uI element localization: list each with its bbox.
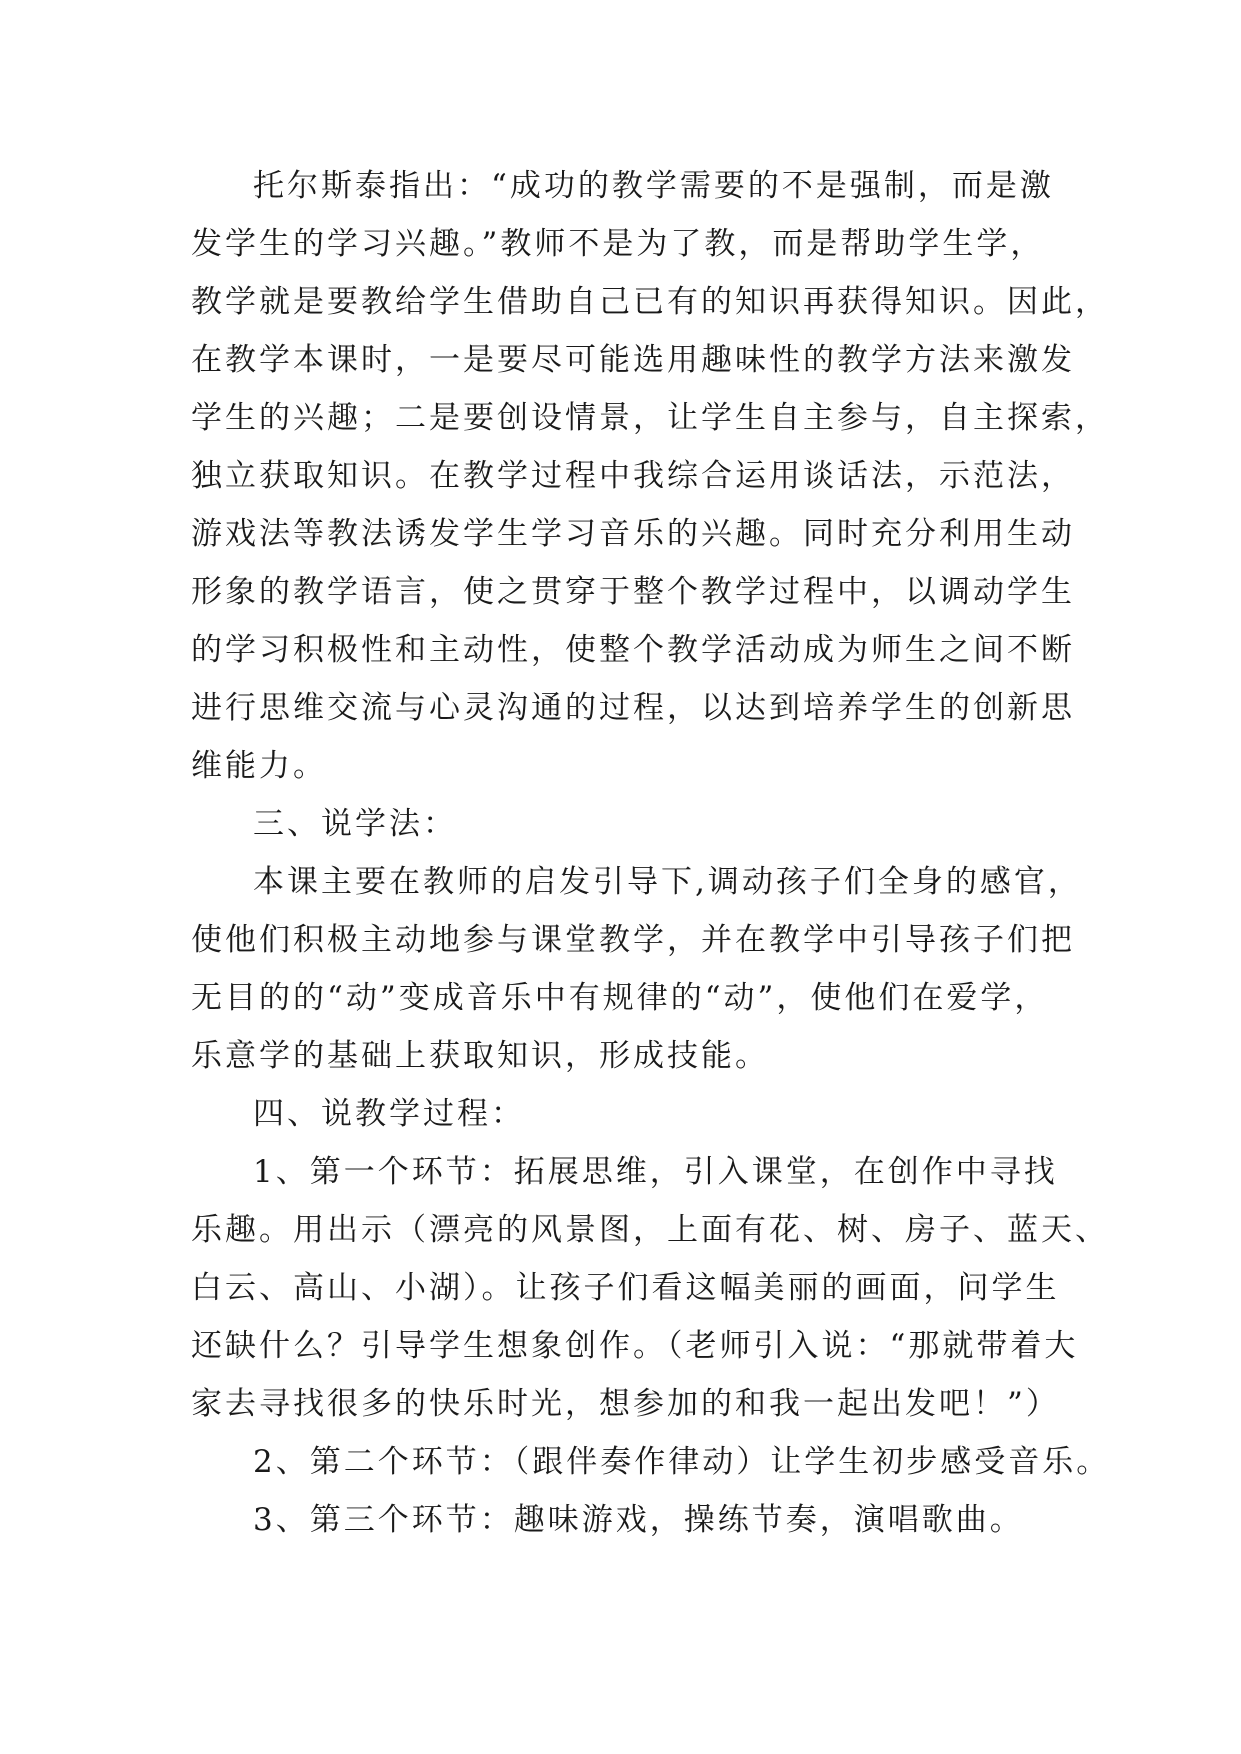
text-line: 使他们积极主动地参与课堂教学，并在教学中引导孩子们把 [191,922,1075,958]
section-heading: 四、说教学过程： [253,1096,525,1132]
text-line: 维能力。 [191,748,327,784]
text-line: 独立获取知识。在教学过程中我综合运用谈话法，示范法， [191,458,1075,494]
text-line: 形象的教学语言，使之贯穿于整个教学过程中，以调动学生 [191,574,1075,610]
text-line: 乐意学的基础上获取知识，形成技能。 [191,1038,769,1074]
text-line: 在教学本课时，一是要尽可能选用趣味性的教学方法来激发 [191,342,1075,378]
text-line: 家去寻找很多的快乐时光，想参加的和我一起出发吧！”） [191,1386,1060,1422]
text-line: 发学生的学习兴趣。”教师不是为了教，而是帮助学生学， [191,226,1045,262]
text-line: 白云、高山、小湖）。让孩子们看这幅美丽的画面，问学生 [191,1270,1060,1306]
text-line: 教学就是要教给学生借助自己已有的知识再获得知识。因此， [191,284,1109,320]
text-line: 本课主要在教师的启发引导下,调动孩子们全身的感官， [253,864,1082,900]
text-line: 无目的的“动”变成音乐中有规律的“动”，使他们在爱学， [191,980,1049,1016]
text-line: 还缺什么？引导学生想象创作。（老师引入说：“那就带着大 [191,1328,1079,1364]
text-line: 的学习积极性和主动性，使整个教学活动成为师生之间不断 [191,632,1075,668]
text-line: 游戏法等教法诱发学生学习音乐的兴趣。同时充分利用生动 [191,516,1075,552]
text-line: 进行思维交流与心灵沟通的过程，以达到培养学生的创新思 [191,690,1075,726]
text-line: 2、第二个环节：（跟伴奏作律动）让学生初步感受音乐。 [253,1444,1111,1480]
section-heading: 三、说学法： [253,806,457,842]
text-line: 学生的兴趣；二是要创设情景，让学生自主参与，自主探索， [191,400,1109,436]
text-line: 1、第一个环节：拓展思维，引入课堂，在创作中寻找 [253,1154,1058,1190]
text-line: 3、第三个环节：趣味游戏，操练节奏，演唱歌曲。 [253,1502,1024,1538]
text-line: 乐趣。用出示（漂亮的风景图，上面有花、树、房子、蓝天、 [191,1212,1109,1248]
text-line: 托尔斯泰指出：“成功的教学需要的不是强制，而是激 [253,168,1054,204]
